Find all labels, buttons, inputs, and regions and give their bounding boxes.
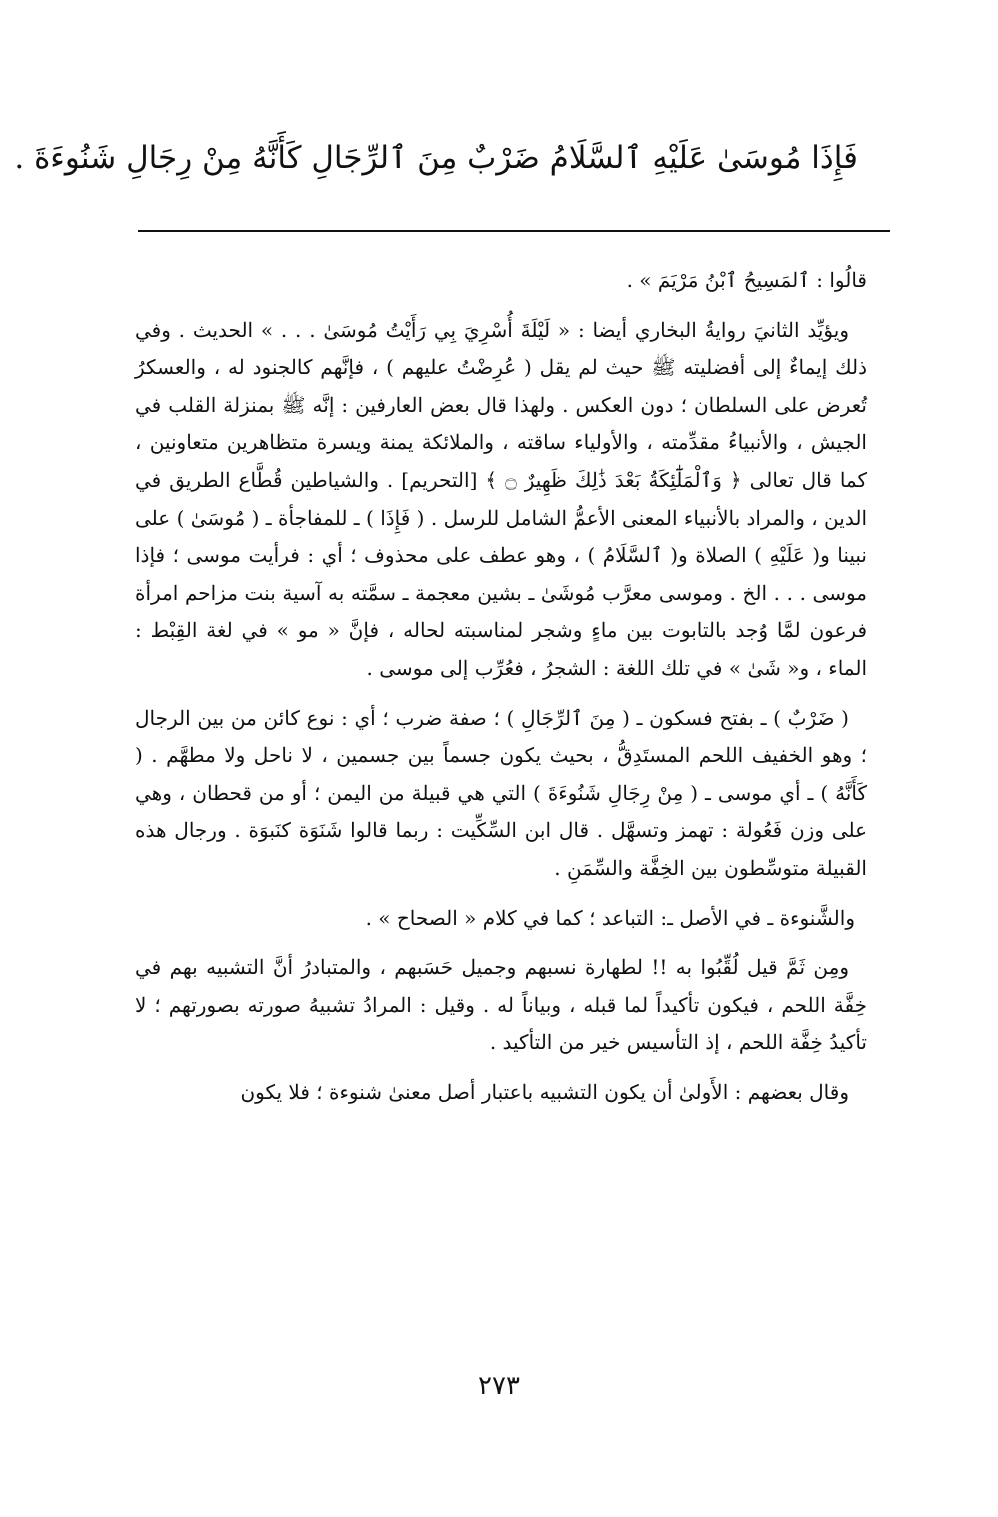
commentary-paragraph: وقال بعضهم : الأَولىٰ أن يكون التشبيه باعتبار أصل معنىٰ شنوءة ؛ فلا يكون <box>240 1079 849 1104</box>
commentary-paragraph: ( ضَرْبٌ ) ـ بفتح فسكون ـ ( مِنَ ٱلرِّجَالِ ) ؛ صفة ضرب ؛ أي : نوع كائن من بين الرجال ؛ وهو الخفيف اللحم المستَدِقُّ ، بحيث يكون جسماً بين جسمين ، لا ناحل ولا مطهَّم . ( كَأَنَّهُ ) ـ أي موسى ـ ( مِنْ رِجَالِ شَنُوءَةَ ) التي هي قبيلة من اليمن ؛ أو من قحطان ، وهي على وزن فَعُولة : تهمز وتسهَّل . قال ابن السِّكِّيت : ربما قالوا شَنَوَة كنَبوَة . ورجال هذه القبيلة متوسِّطون بين الخِفَّة والسِّمَنِ . <box>135 705 867 880</box>
page-number: ٢٧٣ <box>478 1371 520 1401</box>
commentary-paragraph: ويؤيِّد الثانيَ روايةُ البخاري أيضا : « لَيْلَةَ أُسْرِيَ بِي رَأَيْتُ مُوسَىٰ . . . » الحديث . وفي ذلك إيماءٌ إلى أفضليته ﷺ حيث لم يقل ( عُرِضْتُ عليهم ) ، فإنَّهم كالجنود له ، والعسكرُ تُعرض على السلطان ؛ دون العكس . ولهذا قال بعض العارفين : إنَّه ﷺ بمنزلة القلب في الجيش ، والأنبياءُ مقدِّمته ، والأولياء ساقته ، والملائكة يمنة ويسرة متظاهرين متعاونين ، كما قال تعالى ﴿ وَٱلْمَلَٰٓئِكَةُ بَعْدَ ذَٰلِكَ ظَهِيرٌ ۝ ﴾ [التحريم] . والشياطين قُطَّاع الطريق في الدين ، والمراد بالأنبياء المعنى الأعمُّ الشامل للرسل . ( فَإِذَا ) ـ للمفاجأة ـ ( مُوسَىٰ ) على نبينا و( عَلَيْهِ ) الصلاة و( ٱلسَّلَامُ ) ، وهو عطف على محذوف ؛ أي : فرأيت موسى ؛ فإذا موسى . . . الخ . وموسى معرَّب مُوشَىٰ ـ بشين معجمة ـ سمَّته به آسية بنت مزاحم امرأة فرعون لمَّا وُجد بالتابوت بين ماءٍ وشجر لمناسبته لحاله ، فإنَّ « مو » في لغة القِبْط : الماء ، و« شَىٰ » في تلك اللغة : الشجرُ ، فعُرِّب إلى موسى . <box>135 317 868 680</box>
hadith-text-line: فَإِذَا مُوسَىٰ عَلَيْهِ ٱلسَّلَامُ ضَرْبٌ مِنَ ٱلرِّجَالِ كَأَنَّهُ مِنْ رِجَالِ شَنُوءَةَ . <box>14 140 858 176</box>
commentary-body <box>135 262 867 1123</box>
commentary-paragraph: ومِن ثَمَّ قيل لُقِّبُوا به !! لطهارة نسبهم وجميل حَسَبهم ، والمتبادرُ أنَّ التشبيه بهم في خِفَّة اللحم ، فيكون تأكيداً لما قبله ، وبياناً له . وقيل : المرادُ تشبيهُ صورته بصورتهم ؛ لا تأكيدُ خِفَّة اللحم ، إذ التأسيس خير من التأكيد . <box>135 955 867 1055</box>
commentary-paragraph: قالُوا : ٱلمَسِيحُ ٱبْنُ مَرْيَمَ » . <box>626 268 867 292</box>
separator-rule <box>138 230 890 232</box>
commentary-paragraph: والشَّنوءة ـ في الأصل ـ: التباعد ؛ كما في كلام « الصحاح » . <box>365 905 855 930</box>
